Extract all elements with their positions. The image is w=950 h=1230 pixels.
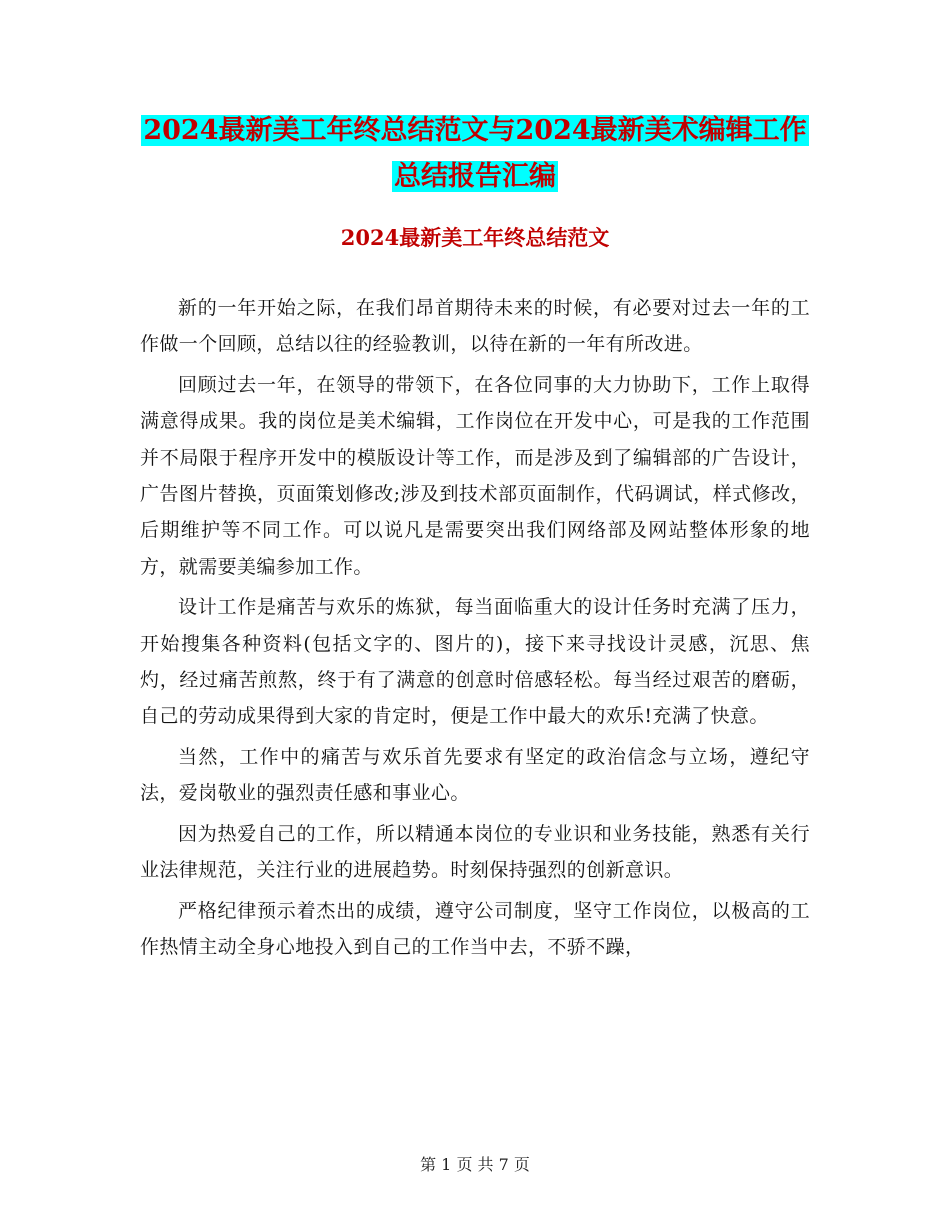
document-body bbox=[140, 290, 810, 969]
paragraph-2: 回顾过去一年，在领导的带领下，在各位同事的大力协助下，工作上取得满意得成果。我的岗位是美术编辑，工作岗位在开发中心，可是我的工作范围并不局限于程序开发中的模版设计等工作，而是涉及到了编辑部的广告设计，广告图片替换，页面策划修改;涉及到技术部页面制作，代码调试，样式修改，后期维护等不同工作。可以说凡是需要突出我们网络部及网站整体形象的地方，就需要美编参加工作。 bbox=[140, 373, 810, 578]
document-title bbox=[130, 108, 820, 200]
paragraph-6: 严格纪律预示着杰出的成绩，遵守公司制度，坚守工作岗位，以极高的工作热情主动全身心地投入到自己的工作当中去，不骄不躁， bbox=[140, 899, 810, 958]
paragraph-4: 当然，工作中的痛苦与欢乐首先要求有坚定的政治信念与立场，遵纪守法，爱岗敬业的强烈责任感和事业心。 bbox=[140, 745, 810, 805]
paragraph-1: 新的一年开始之际，在我们昂首期待未来的时候，有必要对过去一年的工作做一个回顾，总结以往的经验教训，以待在新的一年有所改进。 bbox=[140, 297, 810, 356]
document-title-line-2: 总结报告汇编 bbox=[394, 161, 556, 192]
paragraph-5: 因为热爱自己的工作，所以精通本岗位的专业识和业务技能，熟悉有关行业法律规范，关注行业的进展趋势。时刻保持强烈的创新意识。 bbox=[140, 822, 810, 882]
paragraph-3: 设计工作是痛苦与欢乐的炼狱，每当面临重大的设计任务时充满了压力，开始搜集各种资料(包括文字的、图片的)，接下来寻找设计灵感，沉思、焦灼，经过痛苦煎熬，终于有了满意的创意时倍感轻松。每当经过艰苦的磨砺，自己的劳动成果得到大家的肯定时，便是工作中最大的欢乐!充满了快意。 bbox=[140, 596, 810, 728]
section-title: 2024最新美工年终总结范文 bbox=[340, 225, 610, 250]
document-title-line-1: 2024最新美工年终总结范文与2024最新美术编辑工作 bbox=[143, 115, 807, 146]
page-number-footer: 第 1 页 共 7 页 bbox=[420, 1155, 530, 1174]
